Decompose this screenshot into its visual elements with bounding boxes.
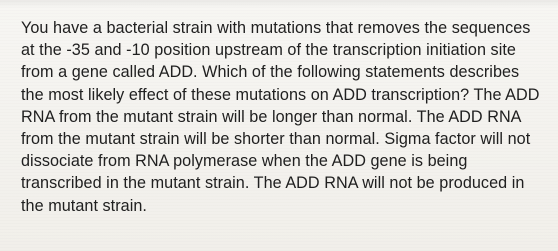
question-text: You have a bacterial strain with mutations that removes the sequences at the -35 and -10 position upstream of the transcription initiation site from a gene called ADD. Which of the following statements describes the most likely effect of these mutations on ADD transcription? The ADD RNA from the mutant strain will be longer than normal. The ADD RNA from the mutant strain will be shorter than normal. Sigma factor will not dissociate from RNA polymerase when the ADD gene is being transcribed in the mutant strain. The ADD RNA will not be produced in the mutant strain. — [21, 19, 540, 215]
